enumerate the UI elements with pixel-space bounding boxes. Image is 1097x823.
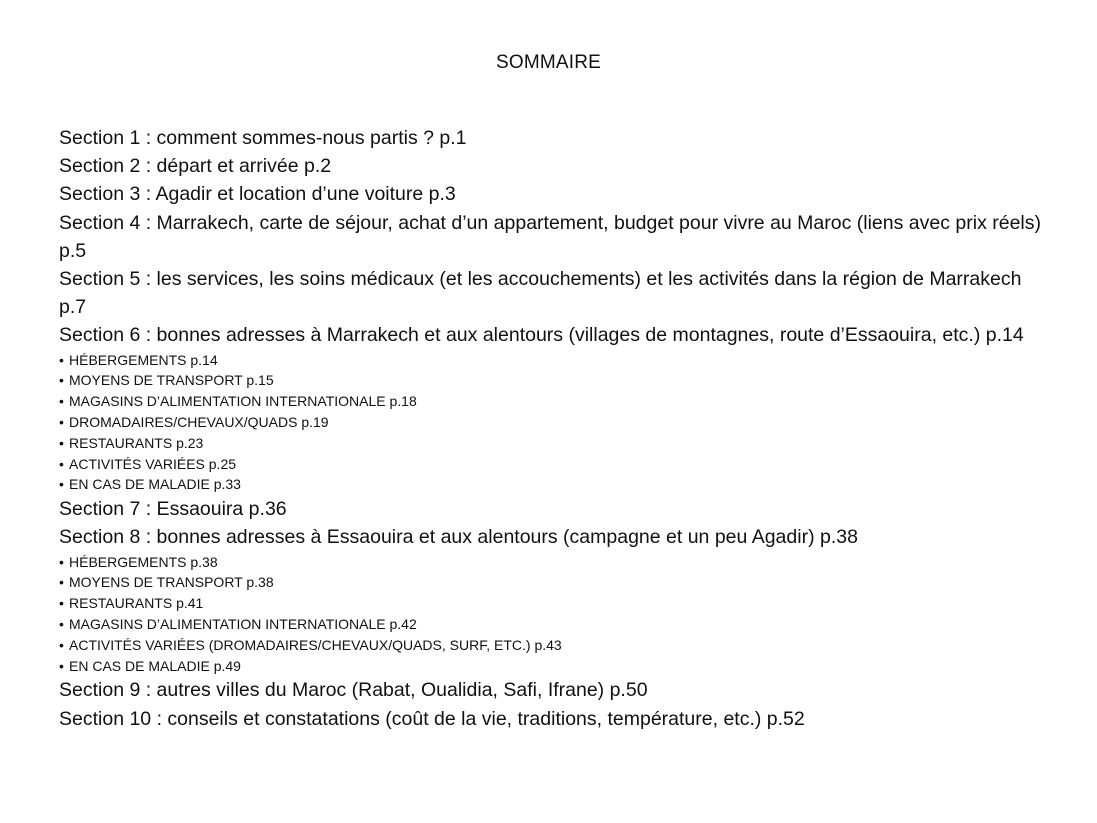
toc-subitem-text: MOYENS DE TRANSPORT p.38 bbox=[69, 574, 274, 591]
bullet-icon: • bbox=[59, 414, 64, 431]
toc-section-5 bbox=[59, 265, 1049, 321]
toc-subitem-text: HÉBERGEMENTS p.14 bbox=[69, 351, 218, 368]
bullet-icon: • bbox=[59, 657, 64, 674]
toc-subitem-text: MAGASINS D’ALIMENTATION INTERNATIONALE p.42 bbox=[69, 616, 417, 632]
toc-section-text: Section 9 : autres villes du Maroc (Rabat, Oualidia, Safi, Ifrane) p.50 bbox=[59, 679, 648, 702]
toc-section-text: Section 3 : Agadir et location d’une voiture p.3 bbox=[59, 183, 456, 206]
toc-subitem bbox=[59, 391, 1049, 412]
bullet-icon: • bbox=[59, 553, 64, 570]
toc-section-4 bbox=[59, 209, 1049, 265]
toc-subitem bbox=[59, 614, 1049, 635]
toc-subitem-text: MOYENS DE TRANSPORT p.15 bbox=[69, 372, 274, 389]
toc-section-text: Section 6 : bonnes adresses à Marrakech et aux alentours (villages de montagnes, route d’Essaouira, etc.) p.14 bbox=[59, 324, 1024, 347]
toc-subitem bbox=[59, 370, 1049, 391]
toc-subitem bbox=[59, 635, 1049, 656]
bullet-icon: • bbox=[59, 574, 64, 591]
bullet-icon: • bbox=[59, 393, 64, 410]
toc-subitem bbox=[59, 474, 1049, 495]
toc-subitem-text: ACTIVITÉS VARIÉES (DROMADAIRES/CHEVAUX/QUADS, SURF, ETC.) p.43 bbox=[69, 636, 562, 653]
toc-subitem bbox=[59, 350, 1049, 371]
toc-subitem-text: DROMADAIRES/CHEVAUX/QUADS p.19 bbox=[69, 414, 329, 431]
toc-subitem-text: RESTAURANTS p.23 bbox=[69, 434, 204, 451]
toc-section-2 bbox=[59, 152, 1049, 180]
bullet-icon: • bbox=[59, 636, 64, 653]
toc-subitem bbox=[59, 433, 1049, 454]
toc-section-9 bbox=[59, 676, 1049, 704]
toc-section-10 bbox=[59, 705, 1049, 733]
toc-subitem-text: HÉBERGEMENTS p.38 bbox=[69, 553, 218, 570]
toc-subitem bbox=[59, 593, 1049, 614]
toc-subitem bbox=[59, 454, 1049, 475]
bullet-icon: • bbox=[59, 455, 64, 472]
toc-section-text: Section 7 : Essaouira p.36 bbox=[59, 498, 287, 521]
toc-section-1 bbox=[59, 124, 1049, 152]
bullet-icon: • bbox=[59, 616, 64, 632]
toc-section-text: Section 10 : conseils et constatations (coût de la vie, traditions, température, etc.) p.52 bbox=[59, 707, 805, 730]
bullet-icon: • bbox=[59, 351, 64, 368]
toc-section-7 bbox=[59, 495, 1049, 523]
toc-section-8 bbox=[59, 523, 1049, 551]
toc-subitem-text: ACTIVITÉS VARIÉES p.25 bbox=[69, 455, 237, 472]
toc-section-text: Section 2 : départ et arrivée p.2 bbox=[59, 155, 332, 178]
toc-section-text: Section 1 : comment sommes-nous partis ? p.1 bbox=[59, 127, 467, 149]
toc-subitem-text: EN CAS DE MALADIE p.33 bbox=[69, 476, 241, 493]
page-title: SOMMAIRE bbox=[495, 52, 602, 73]
bullet-icon: • bbox=[59, 434, 64, 451]
toc-section-6 bbox=[59, 321, 1049, 349]
bullet-icon: • bbox=[59, 595, 64, 612]
toc-section-text: Section 5 : les services, les soins médicaux (et les accouchements) et les activités dans la région de Marrakech p.7 bbox=[59, 268, 1022, 319]
toc-subitem-text: MAGASINS D’ALIMENTATION INTERNATIONALE p.18 bbox=[69, 393, 417, 410]
toc-subitem-text: EN CAS DE MALADIE p.49 bbox=[69, 657, 241, 674]
bullet-icon: • bbox=[59, 476, 64, 493]
toc-subitem bbox=[59, 412, 1049, 433]
toc-subitem bbox=[59, 572, 1049, 593]
toc-section-text: Section 4 : Marrakech, carte de séjour, achat d’un appartement, budget pour vivre au Maroc (liens avec prix réels) p.5 bbox=[59, 211, 1041, 262]
table-of-contents bbox=[59, 124, 1049, 733]
bullet-icon: • bbox=[59, 372, 64, 389]
toc-subitem bbox=[59, 656, 1049, 677]
toc-subitem-text: RESTAURANTS p.41 bbox=[69, 595, 204, 612]
toc-section-3 bbox=[59, 180, 1049, 208]
toc-section-text: Section 8 : bonnes adresses à Essaouira et aux alentours (campagne et un peu Agadir) p.38 bbox=[59, 526, 858, 549]
toc-subitem bbox=[59, 552, 1049, 573]
